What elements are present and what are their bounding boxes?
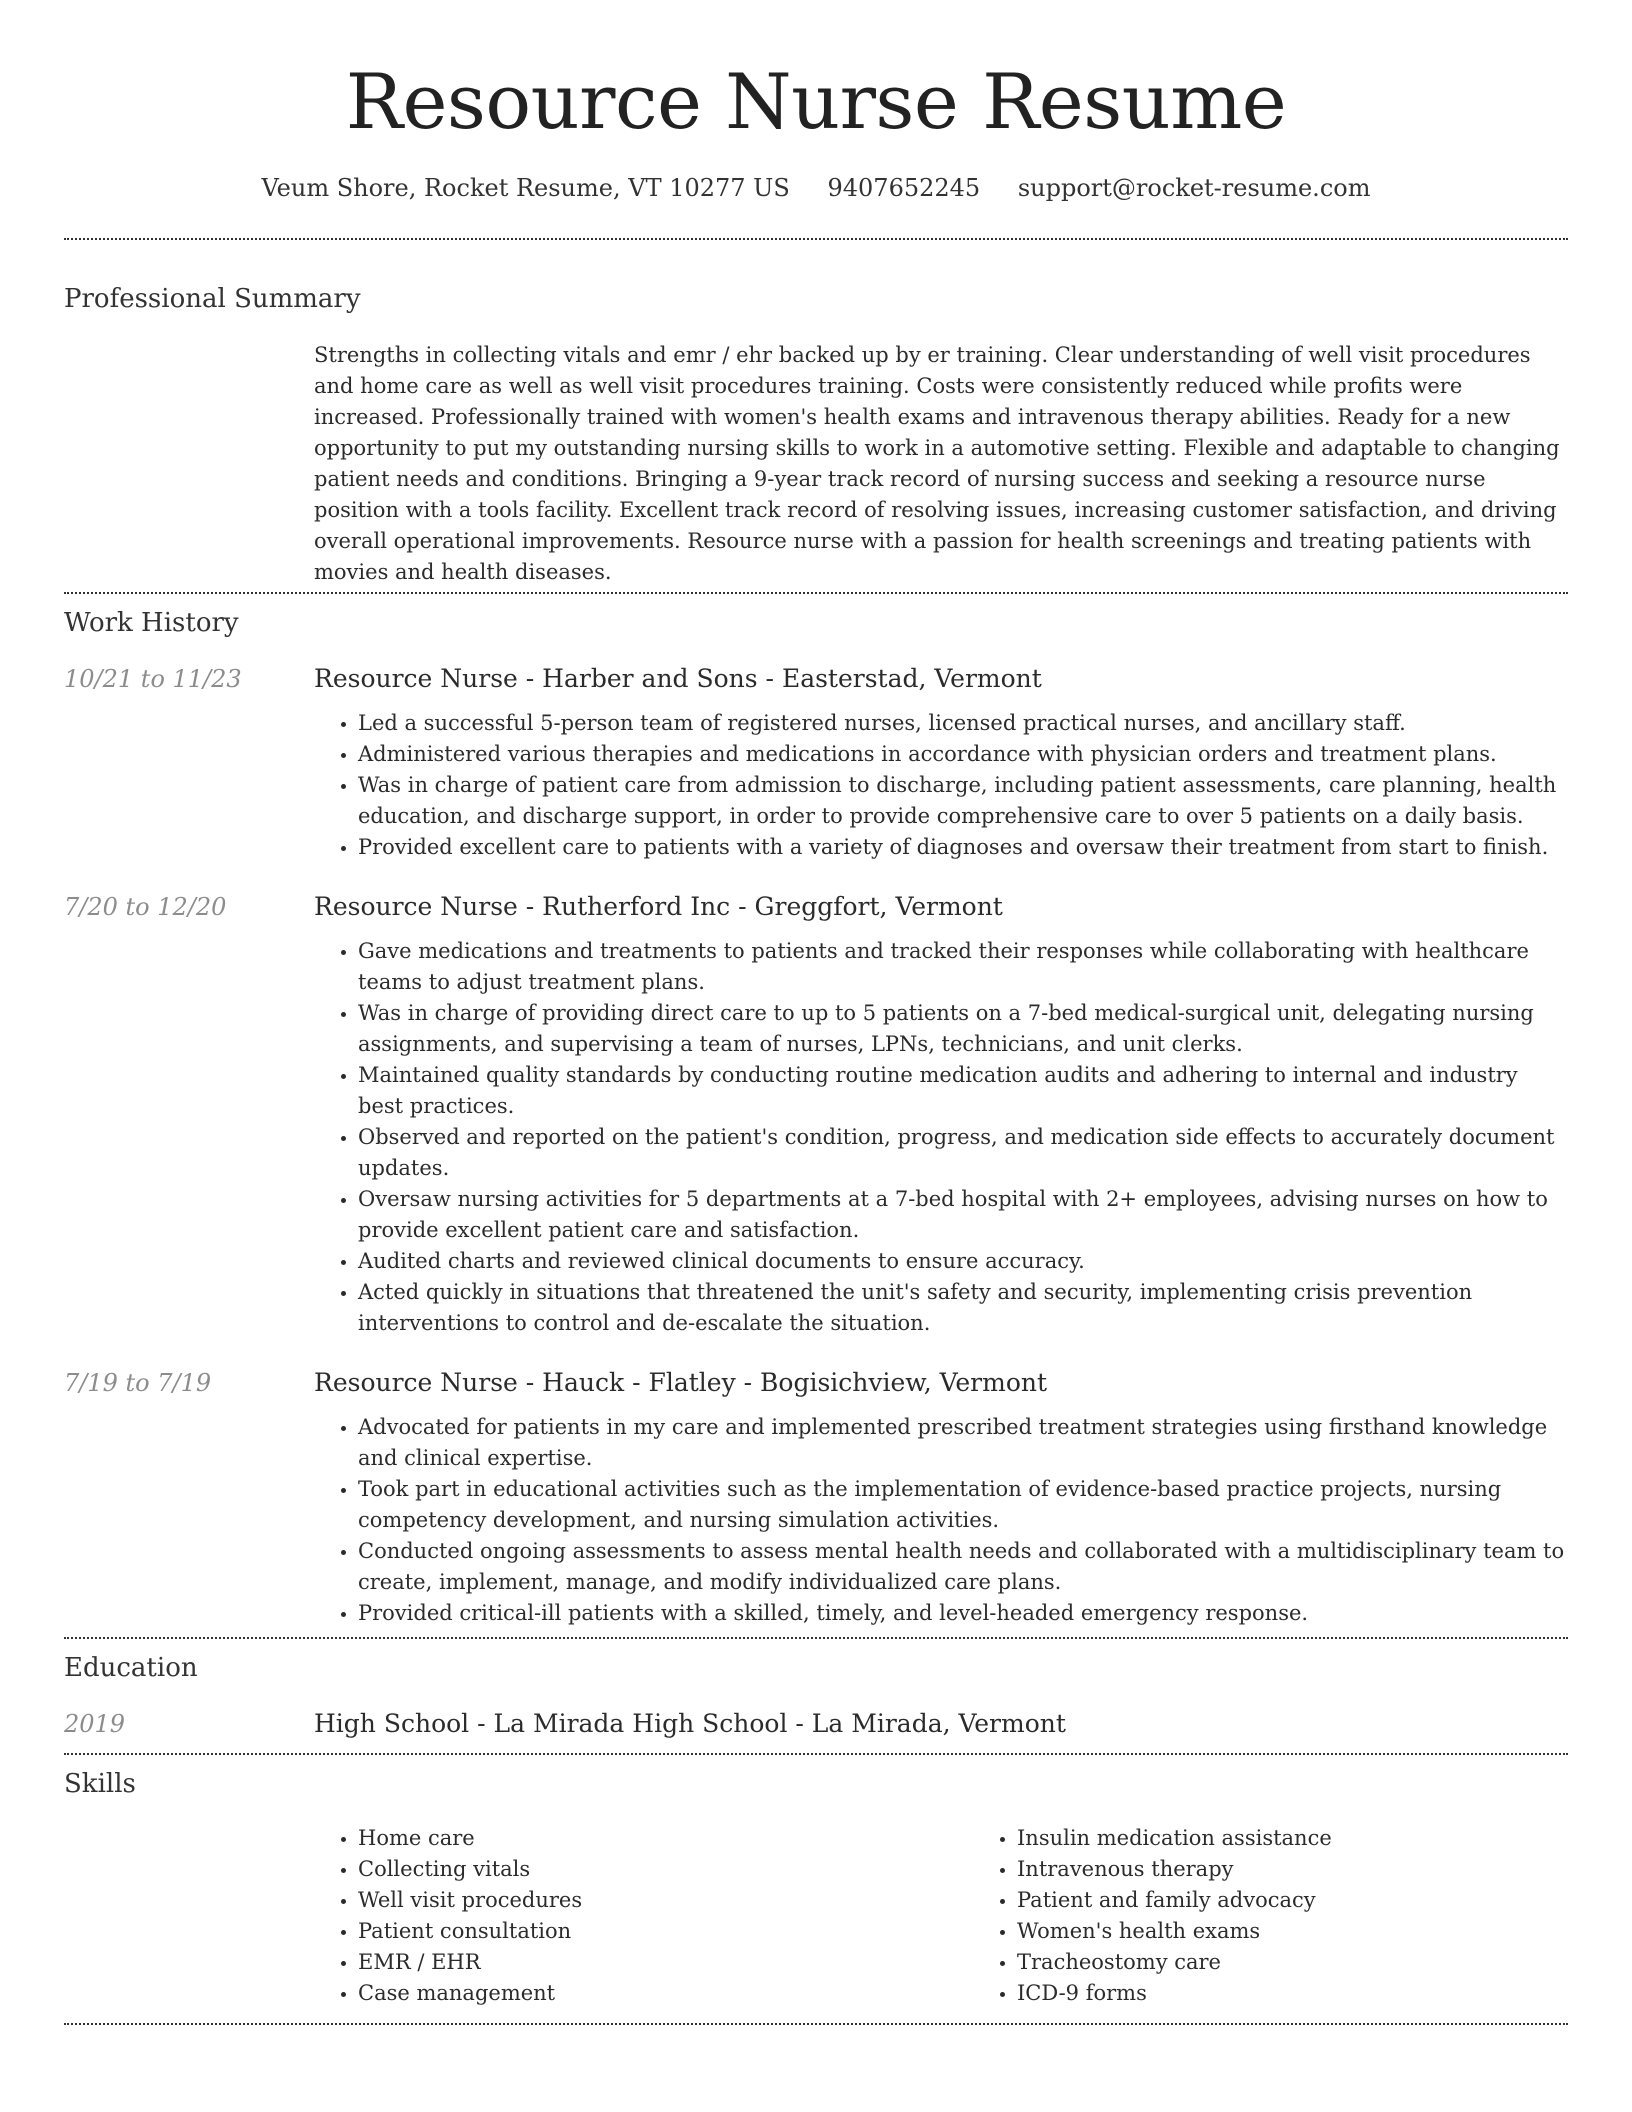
education-date: 2019: [64, 1710, 126, 1738]
job-bullets: [314, 708, 1568, 863]
job-entry: [64, 662, 1568, 863]
summary-text: Strengths in collecting vitals and emr / ehr backed up by er training. Clear understanding of well visit procedures and home care as well as well visit procedures training. Costs were consistently reduced while profits were increased. Professionally trained with women's health exams and intravenous therapy abilities. Ready for a new opportunity to put my outstanding nursing skills to work in a automotive setting. Flexible and adaptable to changing patient needs and conditions. Bringing a 9-year track record of nursing success and seeking a resource nurse position with a tools facility. Excellent track record of resolving issues, increasing customer satisfaction, and driving overall operational improvements. Resource nurse with a passion for health screenings and treating patients with movies and health diseases.: [314, 343, 1560, 584]
work-history-section: [64, 594, 1568, 1629]
contact-line: [64, 172, 1568, 204]
job-title: Resource Nurse - Rutherford Inc - Greggfort, Vermont: [314, 892, 1003, 921]
education-entry: [64, 1707, 1568, 1741]
education-title: High School - La Mirada High School - La Mirada, Vermont: [314, 1709, 1066, 1738]
skills-section: [64, 1755, 1568, 2009]
job-entry: [64, 1366, 1568, 1629]
skill-item: • Patient consultation: [358, 1916, 973, 1947]
job-title: Resource Nurse - Harber and Sons - Easterstad, Vermont: [314, 664, 1042, 693]
list-item: • Advocated for patients in my care and implemented prescribed treatment strategies using firsthand knowledge and clinical expertise.: [358, 1412, 1568, 1474]
skills-row: [64, 1801, 1568, 2009]
summary-section: [64, 240, 1568, 588]
job-bullets: [314, 1412, 1568, 1629]
skill-item: • Case management: [358, 1978, 973, 2009]
skill-item: • EMR / EHR: [358, 1947, 973, 1978]
list-item: • Audited charts and reviewed clinical documents to ensure accuracy.: [358, 1246, 1568, 1277]
list-item: • Administered various therapies and medications in accordance with physician orders and treatment plans.: [358, 739, 1568, 770]
list-item: • Led a successful 5-person team of registered nurses, licensed practical nurses, and ancillary staff.: [358, 708, 1568, 739]
list-item: • Oversaw nursing activities for 5 departments at a 7-bed hospital with 2+ employees, advising nurses on how to provide excellent patient care and satisfaction.: [358, 1184, 1568, 1246]
skill-item: • Intravenous therapy: [1017, 1854, 1332, 1885]
list-item: • Gave medications and treatments to patients and tracked their responses while collaborating with healthcare teams to adjust treatment plans.: [358, 936, 1568, 998]
education-section: [64, 1639, 1568, 1741]
resume-title: Resource Nurse Resume: [345, 57, 1287, 146]
resume-page: [64, 0, 1568, 2025]
skills-list-right: [973, 1823, 1332, 2009]
skill-item: • Collecting vitals: [358, 1854, 973, 1885]
skills-list-left: [314, 1823, 973, 2009]
list-item: • Conducted ongoing assessments to assess mental health needs and collaborated with a multidisciplinary team to create, implement, manage, and modify individualized care plans.: [358, 1536, 1568, 1598]
job-date: 7/19 to 7/19: [64, 1369, 212, 1397]
list-item: • Observed and reported on the patient's condition, progress, and medication side effects to accurately document updates.: [358, 1122, 1568, 1184]
skill-item: • Tracheostomy care: [1017, 1947, 1332, 1978]
job-bullets: [314, 936, 1568, 1339]
skill-item: • ICD-9 forms: [1017, 1978, 1332, 2009]
job-date: 7/20 to 12/20: [64, 893, 227, 921]
skills-heading: Skills: [64, 1769, 136, 1799]
divider: [64, 2023, 1568, 2025]
list-item: • Provided critical-ill patients with a skilled, timely, and level-headed emergency response.: [358, 1598, 1568, 1629]
work-history-heading: Work History: [64, 608, 239, 638]
education-heading: Education: [64, 1653, 198, 1683]
list-item: • Was in charge of providing direct care to up to 5 patients on a 7-bed medical-surgical unit, delegating nursing assignments, and supervising a team of nurses, LPNs, technicians, and unit clerks.: [358, 998, 1568, 1060]
contact-phone: 9407652245: [827, 174, 981, 202]
list-item: • Acted quickly in situations that threatened the unit's safety and security, implementing crisis prevention interventions to control and de-escalate the situation.: [358, 1277, 1568, 1339]
list-item: • Maintained quality standards by conducting routine medication audits and adhering to internal and industry best practices.: [358, 1060, 1568, 1122]
skill-item: • Home care: [358, 1823, 973, 1854]
list-item: • Took part in educational activities such as the implementation of evidence-based practice projects, nursing competency development, and nursing simulation activities.: [358, 1474, 1568, 1536]
skill-item: • Insulin medication assistance: [1017, 1823, 1332, 1854]
list-item: • Was in charge of patient care from admission to discharge, including patient assessments, care planning, health education, and discharge support, in order to provide comprehensive care to over 5 patients on a daily basis.: [358, 770, 1568, 832]
skill-item: • Patient and family advocacy: [1017, 1885, 1332, 1916]
skill-item: • Well visit procedures: [358, 1885, 973, 1916]
contact-email: support@rocket-resume.com: [1017, 174, 1371, 202]
summary-heading: Professional Summary: [64, 284, 361, 314]
job-title: Resource Nurse - Hauck - Flatley - Bogisichview, Vermont: [314, 1368, 1048, 1397]
skill-item: • Women's health exams: [1017, 1916, 1332, 1947]
list-item: • Provided excellent care to patients with a variety of diagnoses and oversaw their treatment from start to finish.: [358, 832, 1568, 863]
skills-columns: [314, 1823, 1568, 2009]
job-date: 10/21 to 11/23: [64, 665, 242, 693]
job-entry: [64, 890, 1568, 1339]
contact-address: Veum Shore, Rocket Resume, VT 10277 US: [261, 174, 790, 202]
